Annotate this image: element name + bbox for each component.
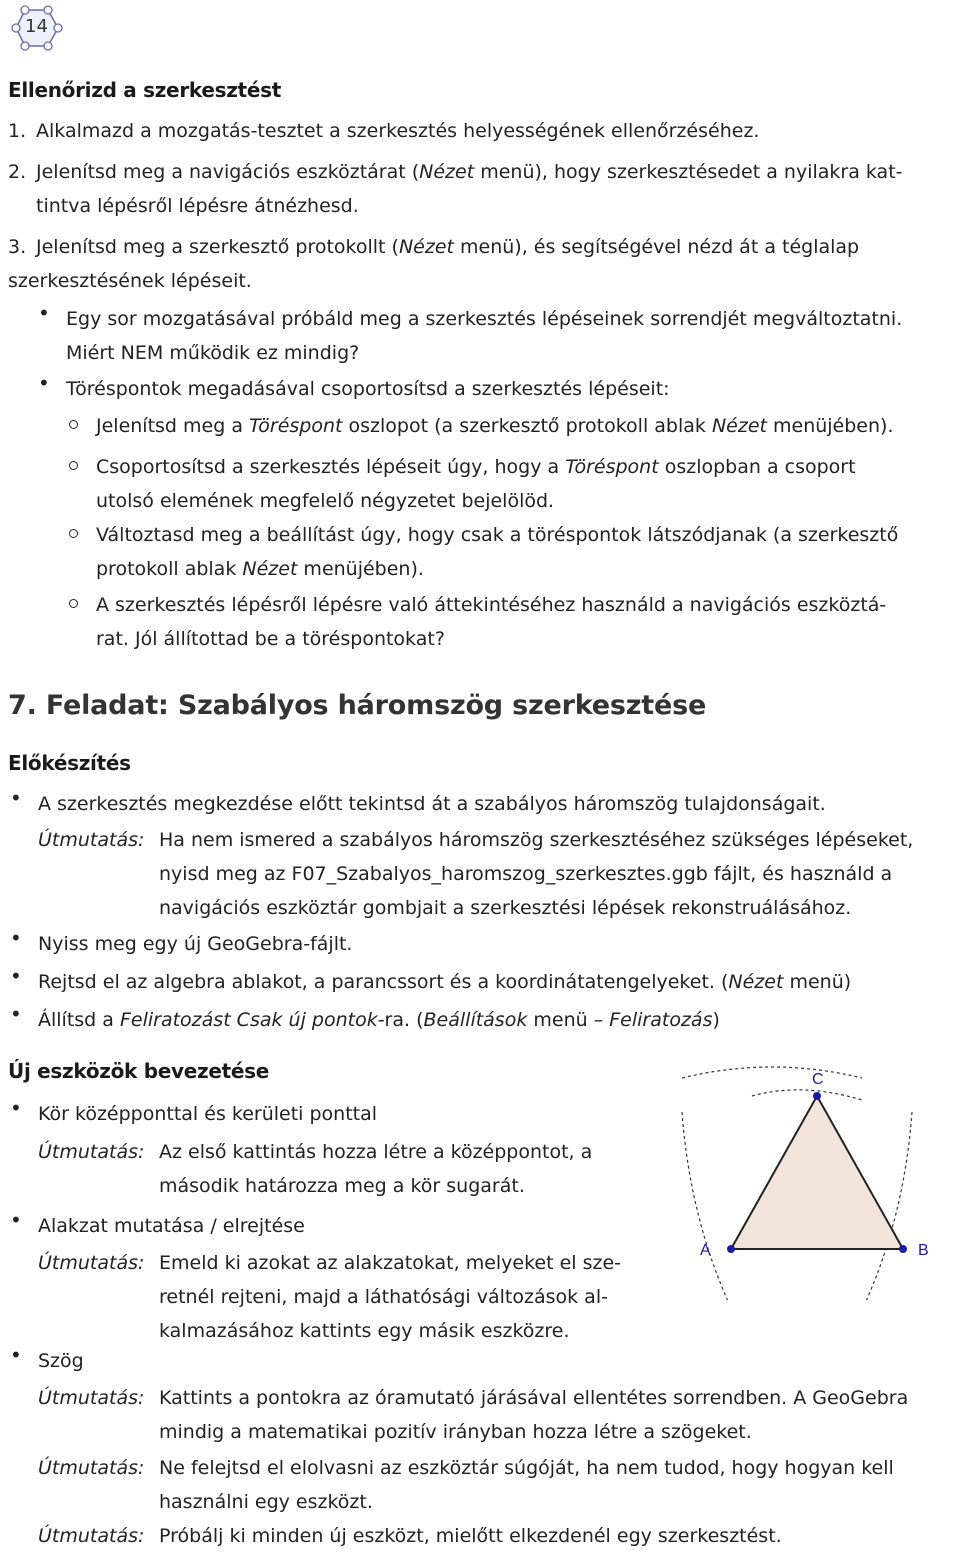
label-c: C [812,1071,824,1088]
bullet-icon: • [10,1208,22,1232]
prep-bullet: Állítsd a Feliratozást Csak új pontok-ra. (Beállítások menü – Feliratozás) [38,1009,720,1031]
hint-text: Kattints a pontokra az óramutató járásával ellentétes sorrendben. A GeoGebra mindig a matematikai pozitív irányban hozza létre a szögeket. [159,1387,909,1443]
hint-text: Az első kattintás hozza létre a középpontot, a második határozza meg a kör sugarát. [159,1141,593,1197]
bullet-text: Töréspontok megadásával csoportosítsd a szerkesztés lépéseit: [66,378,670,400]
arc-left [682,1112,732,1300]
hint-text: Ne felejtsd el elolvasni az eszköztár súgóját, ha nem tudod, hogy hogyan kell használni egy eszközt. [159,1457,894,1513]
circle-bullet-icon [69,599,78,608]
page-number: 14 [25,16,48,37]
hint-text: Próbálj ki minden új eszközt, mielőtt elkezdenél egy szerkesztést. [159,1525,782,1547]
label-a: A [700,1242,711,1259]
check-heading: Ellenőrizd a szerkesztést [8,78,281,102]
bullet-icon: • [38,371,50,395]
point-b [899,1245,907,1253]
bullet-icon: • [10,926,22,950]
point-c [813,1092,821,1100]
sub-item: A szerkesztés lépésről lépésre való áttekintéséhez használd a navigációs eszköztá- rat. Jól állítottad be a töréspontokat? [96,594,887,650]
sub-item: Változtasd meg a beállítást úgy, hogy csak a töréspontok látszódjanak (a szerkesztő protokoll ablak Nézet menüjében). [96,524,899,580]
task-title: 7. Feladat: Szabályos háromszög szerkesztése [8,690,707,721]
bullet-text: Egy sor mozgatásával próbáld meg a szerkesztés lépéseinek sorrendjét megváltoztatni. Miért NEM működik ez mindig? [66,308,903,364]
hint-label: Útmutatás: [38,1141,145,1163]
sub-item: Csoportosítsd a szerkesztés lépéseit úgy, hogy a Töréspont oszlopban a csoport utolsó elemének megfelelő négyzetet bejelölöd. [96,456,856,512]
circle-bullet-icon [69,529,78,538]
prep-bullet: Nyiss meg egy új GeoGebra-fájlt. [38,933,353,955]
hint-label: Útmutatás: [38,1387,145,1409]
hint-label: Útmutatás: [38,1525,145,1547]
tool-name: Szög [38,1350,84,1372]
triangle-construction-figure [672,1060,957,1300]
hint-text: Ha nem ismered a szabályos háromszög szerkesztéséhez szükséges lépéseket, nyisd meg az F07_Szabalyos_haromszog_szerkesztes.ggb fájlt, és használd a navigációs eszköztár gombjait a szerkesztési lépések rekonstruálásához. [159,829,914,919]
tool-name: Alakzat mutatása / elrejtése [38,1215,305,1237]
sub-item: Jelenítsd meg a Töréspont oszlopot (a szerkesztő protokoll ablak Nézet menüjében). [96,415,894,437]
point-a [727,1245,735,1253]
arc-top-right [752,1090,862,1100]
hint-text: Emeld ki azokat az alakzatokat, melyeket el sze- retnél rejteni, majd a láthatósági változások al- kalmazásához kattints egy másik eszközre. [159,1252,622,1342]
circle-bullet-icon [69,420,78,429]
hint-label: Útmutatás: [38,829,145,851]
prep-bullet: A szerkesztés megkezdése előtt tekintsd át a szabályos háromszög tulajdonságait. [38,793,826,815]
bullet-icon: • [10,1343,22,1367]
bullet-icon: • [10,1002,22,1026]
bullet-icon: • [10,964,22,988]
page-number-badge [8,4,64,52]
tool-name: Kör középponttal és kerületi ponttal [38,1103,378,1125]
arc-top [682,1067,862,1078]
label-b: B [918,1242,929,1259]
prep-bullet: Rejtsd el az algebra ablakot, a parancssort és a koordinátatengelyeket. (Nézet menü) [38,971,852,993]
hint-label: Útmutatás: [38,1457,145,1479]
hint-label: Útmutatás: [38,1252,145,1274]
circle-bullet-icon [69,461,78,470]
tools-heading: Új eszközök bevezetése [8,1059,269,1083]
bullet-icon: • [10,1096,22,1120]
triangle [731,1096,903,1249]
prep-heading: Előkészítés [8,751,131,775]
bullet-icon: • [38,301,50,325]
bullet-icon: • [10,786,22,810]
